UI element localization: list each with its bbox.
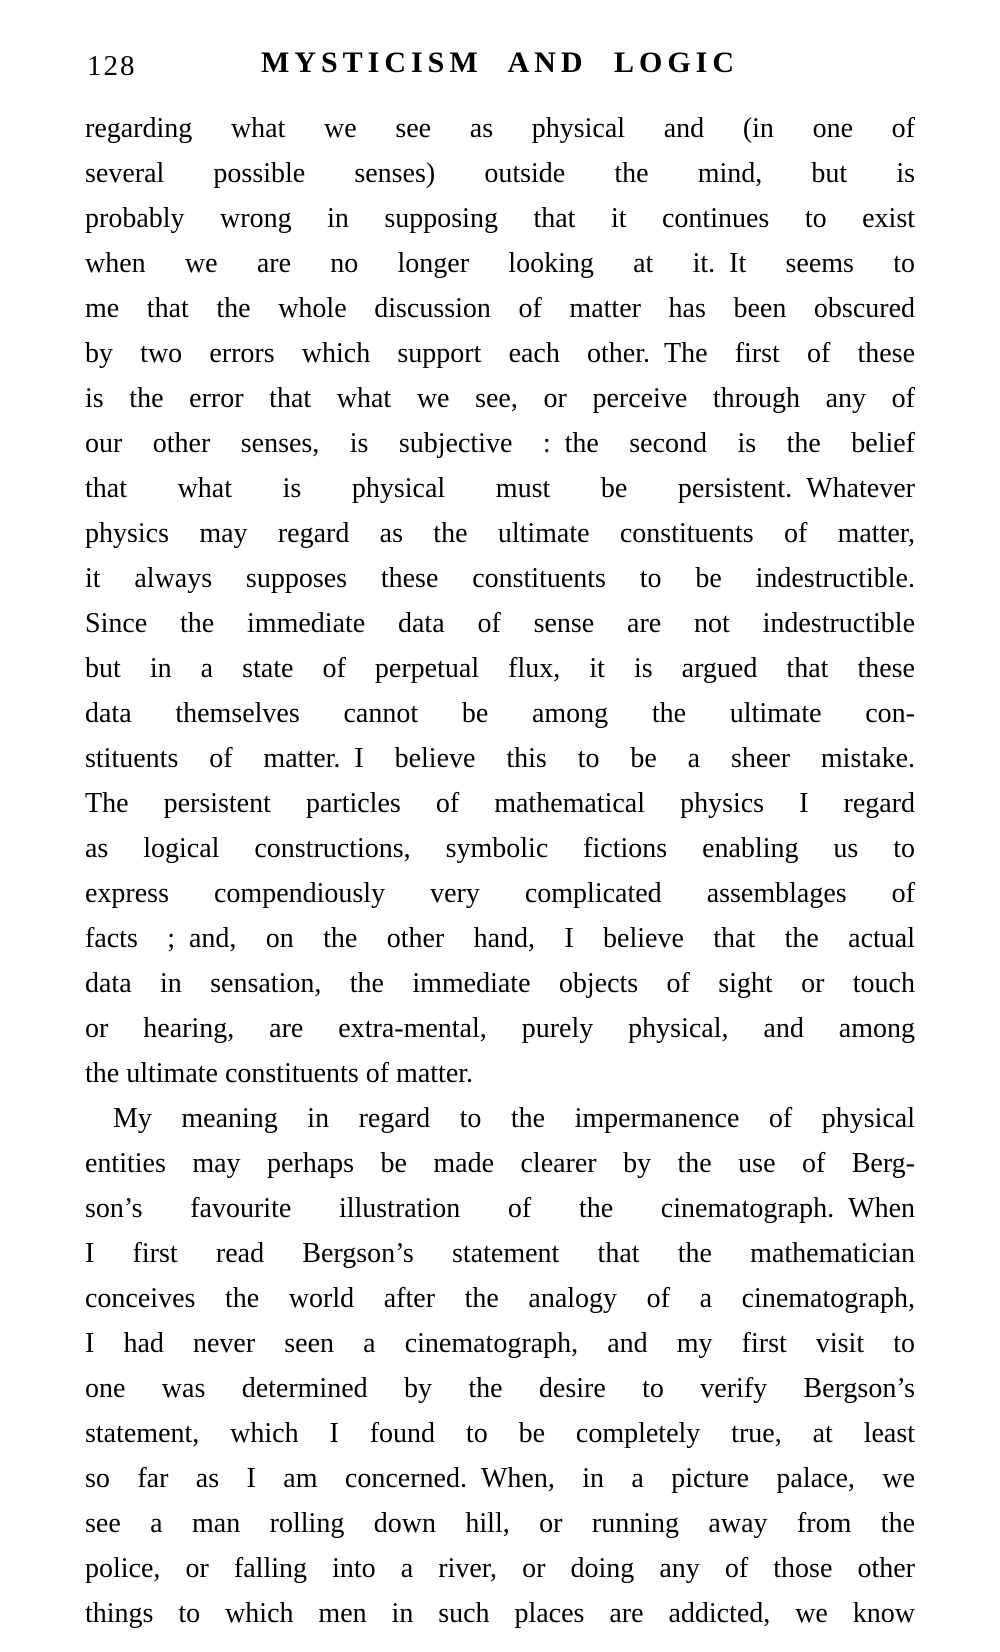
text-line: police, or falling into a river, or doing any of those other (85, 1553, 915, 1584)
text-line: regarding what we see as physical and (in one of (85, 113, 915, 144)
text-line: several possible senses) outside the mind, but is (85, 158, 915, 189)
page-body (85, 106, 915, 1636)
text-line: physics may regard as the ultimate constituents of matter, (85, 518, 915, 549)
text-line: that what is physical must be persistent. Whatever (85, 473, 915, 504)
text-line: express compendiously very complicated assemblages of (85, 878, 915, 909)
text-line: entities may perhaps be made clearer by the use of Berg- (85, 1148, 915, 1179)
text-line: data in sensation, the immediate objects of sight or touch (85, 968, 915, 999)
text-line: see a man rolling down hill, or running away from the (85, 1508, 915, 1539)
text-line: our other senses, is subjective : the second is the belief (85, 428, 915, 459)
text-line: so far as I am concerned. When, in a picture palace, we (85, 1463, 915, 1494)
text-line: things to which men in such places are addicted, we know (85, 1598, 915, 1629)
paragraph-2 (85, 1096, 915, 1636)
text-line: facts ; and, on the other hand, I believe that the actual (85, 923, 915, 954)
text-line: data themselves cannot be among the ultimate con- (85, 698, 915, 729)
text-line: stituents of matter. I believe this to be a sheer mistake. (85, 743, 915, 774)
text-line: when we are no longer looking at it. It seems to (85, 248, 915, 279)
text-line: is the error that what we see, or perceive through any of (85, 383, 915, 414)
text-line: statement, which I found to be completely true, at least (85, 1418, 915, 1449)
text-line: it always supposes these constituents to be indestructible. (85, 563, 915, 594)
running-title: MYSTICISM AND LOGIC (260, 46, 740, 79)
paragraph-1 (85, 106, 915, 1096)
text-line: My meaning in regard to the impermanence of physical (113, 1103, 915, 1134)
text-line: conceives the world after the analogy of a cinematograph, (85, 1283, 915, 1314)
text-line: but in a state of perpetual flux, it is argued that these (85, 653, 915, 684)
text-line: I first read Bergson’s statement that the mathematician (85, 1238, 915, 1269)
page-number: 128 (87, 50, 137, 82)
text-line: me that the whole discussion of matter has been obscured (85, 293, 915, 324)
text-line: or hearing, are extra-mental, purely physical, and among (85, 1013, 915, 1044)
text-line: Since the immediate data of sense are not indestructible (85, 608, 915, 639)
text-line: one was determined by the desire to verify Bergson’s (85, 1373, 915, 1404)
text-line: The persistent particles of mathematical physics I regard (85, 788, 915, 819)
text-line: probably wrong in supposing that it continues to exist (85, 203, 915, 234)
page-header (85, 44, 915, 90)
text-line: son’s favourite illustration of the cinematograph. When (85, 1193, 915, 1224)
text-line: by two errors which support each other. The first of these (85, 338, 915, 369)
text-line: as logical constructions, symbolic fictions enabling us to (85, 833, 915, 864)
text-line: the ultimate constituents of matter. (85, 1058, 474, 1089)
text-line: I had never seen a cinematograph, and my first visit to (85, 1328, 915, 1359)
